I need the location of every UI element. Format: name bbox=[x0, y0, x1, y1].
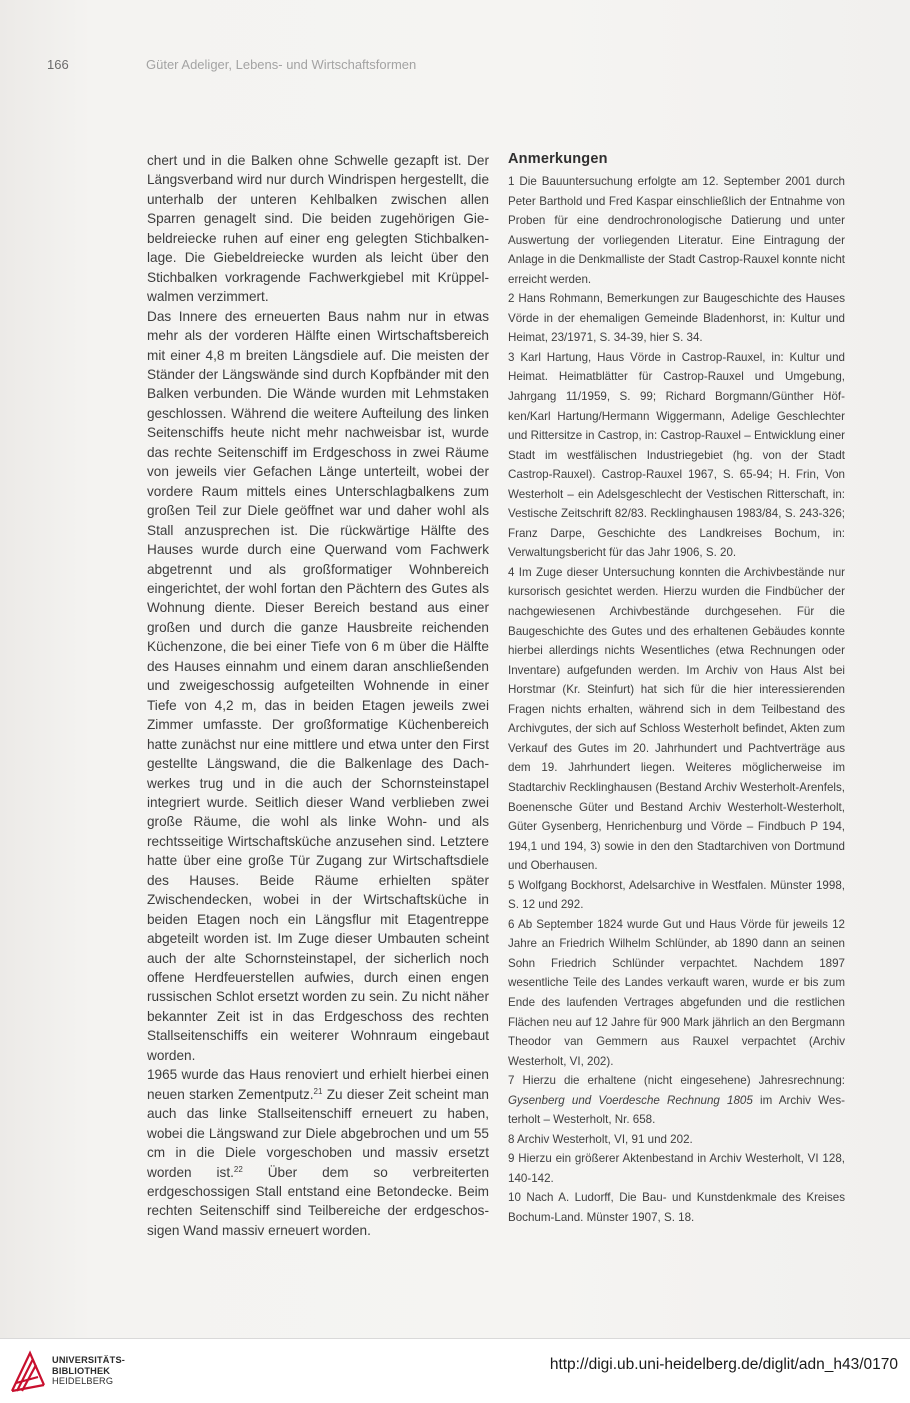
body-paragraph: chert und in die Balken ohne Schwelle gezapft ist. Der Längsverband wird nur durch Windrispen hergestellt, die unterhalb der unteren Kehlbalken zwischen allen Sparren genagelt sind. Die beiden zugehörigen Giebeldreiecke ruhen auf einer eng gelegten Stichbalkenlage. Die Giebeldreiecke wurden als leicht über den Stichbalken vorkragende Fachwerkgiebel mit Krüppelwalmen verzimmert. bbox=[147, 153, 489, 305]
note-italic-title: Gysenberg und Voerdesche Rechnung 1805 bbox=[508, 1093, 753, 1107]
body-paragraph-segment: Über dem so verbreiterten erdgeschossigen Stall entstand eine Betondecke. Beim rechten Seitenschiff sind Teilbereiche der erdgeschossigen Wand massiv erneuert worden. bbox=[147, 1164, 490, 1238]
note-item: 3 Karl Hartung, Haus Vörde in Castrop-Rauxel, in: Kultur und Heimat. Heimatblätter für Castrop-Rauxel und Umgebung, Jahrgang 11/1959, S. 99; Richard Borgmann/Günther Höfken/Karl Hartung/Hermann Wiggermann, Adelige Geschlechter und Rittersitze in Castrop, in: Castrop-Rauxel – Entwicklung einer Stadt im westfälischen Industriegebiet (hg. von der Stadt Castrop-Rauxel). Castrop-Rauxel 1967, S. 65-94; H. Frin, Von Westerholt – ein Adelsgeschlecht der Vestischen Ritterschaft, in: Vestische Zeitschrift 82/83. Recklinghausen 1983/84, S. 243-326; Franz Darpe, Geschichte des Landkreises Bochum, in: Verwaltungsbericht für das Jahr 1906, S. 20. bbox=[508, 350, 845, 560]
footnote-ref[interactable]: 22 bbox=[233, 1164, 243, 1174]
note-item: 8 Archiv Westerholt, VI, 91 und 202. bbox=[508, 1132, 693, 1146]
note-item: 4 Im Zuge dieser Untersuchung konnten die Archivbestände nur kursorisch gesichtet werden. Hierzu wurden die Findbücher der nachgewiesenen Archivbestände durchgesehen. Für die Baugeschichte des Gutes und des erhaltenen Gebäudes konnte hierbei allerdings nichts Wesentliches (etwa Rechnungen oder Inventare) aufgefunden werden. Im Archiv von Haus Alst bei Horstmar (Kr. Steinfurt) hat sich für die hier interessierenden Fragen nichts erhalten, während sich in dem Teilbestand des Archivgutes, der sich auf Schloss Westerholt befindet, Akten zum Verkauf des Gutes im 20. Jahrhundert und Pachtverträge aus dem 19. Jahrhundert liegen. Weiteres möglicherweise im Stadtarchiv Recklinghausen (Bestand Archiv Westerholt-Arenfels, Boenensche Güter und Bestand Archiv Westerholt-Westerholt, Güter Gysenberg, Henrichenburg und Vörde – Findbuch P 194, 194,1 und 194, 3) sowie in den den Stadtarchiven von Dortmund und Oberhausen. bbox=[508, 565, 845, 873]
notes-heading: Anmerkungen bbox=[508, 151, 608, 167]
library-name-line: BIBLIOTHEK bbox=[52, 1365, 111, 1376]
library-name-line: UNIVERSITÄTS- bbox=[52, 1355, 126, 1365]
note-text: im Archiv Westerholt – Westerholt, Nr. 658. bbox=[508, 1093, 845, 1127]
running-head bbox=[47, 57, 647, 72]
note-item: 10 Nach A. Ludorff, Die Bau- und Kunstdenkmale des Kreises Bochum-Land. Münster 1907, S. 18. bbox=[508, 1191, 845, 1224]
note-item: 2 Hans Rohmann, Bemerkungen zur Baugeschichte des Hauses Vörde in der ehemaligen Gemeinde Bladenhorst, in: Kultur und Heimat, 23/1971, S. 34-39, hier S. 34. bbox=[508, 292, 845, 345]
body-paragraph bbox=[147, 1065, 489, 1240]
notes-list bbox=[508, 172, 845, 1228]
notes-column bbox=[508, 149, 845, 1228]
note-text: 7 Hierzu die erhaltene (nicht eingesehene) Jahresrechnung: bbox=[508, 1074, 845, 1088]
body-paragraph: Das Innere des erneuerten Baus nahm nur in etwas mehr als der vorderen Hälfte einen Wirtschaftsbereich mit einer 4,8 m breiten Längsdiele auf. Die meisten der Ständer der Längswände sind durch Kopfbänder mit den Balken verbunden. Die Wände wurden mit Lehmstaken geschlossen. Während die weitere Aufteilung des linken Seitenschiffs heute nicht mehr nachweisbar ist, wurde das rechte Seitenschiff im Erdgeschoss in zwei Räume von jeweils vier Gefachen Länge unterteilt, wobei der vordere Raum mittels eines Unterschlagbalkens zum großen Teil zur Diele geöffnet war und daher wohl als Stall anzusprechen ist. Die rückwärtige Hälfte des Hauses wurde durch eine Querwand vom Fachwerk abgetrennt und als großformatiger Wohnbereich eingerichtet, der wohl fortan den Pächtern des Gutes als Wohnung diente. Dieser Bereich bestand aus einer großen und durch die ganze Hausbreite reichenden Küchenzone, die bei einer Tiefe von 6 m über die Hälfte des Hauses einnahm und einem daran anschließenden und zweigeschossig aufgeteilten Wohnende in einer Tiefe von 4,2 m, das in beiden Etagen jeweils zwei Zimmer umfasste. Der großformatige Küchenbereich hatte zunächst nur eine mittlere und etwa unter den First gestellte Längswand, die die Balkenlage des Dachwerkes trug und in die auch der Schornsteinstapel integriert wurde. Seitlich dieser Wand verblieben zwei große Räume, die wohl als linke Wohn- und als rechtsseitige Wirtschaftsküche anzusehen sind. Letztere hatte über eine große Tür Zugang zur Wirtschaftsdiele des Hauses. Beide Räume erhielten später Zwischendecken, wobei in der Wirtschaftsküche in beiden Etagen noch ein Längsflur mit Etagentreppe abgeteilt worden ist. Im Zuge dieser Umbauten scheint auch der alte Schornsteinstapel, der sicherlich noch offene Herdfeuerstellen aufwies, durch einen engen russischen Schlot ersetzt worden zu sein. Zu nicht näher bekannter Zeit ist in das Erdgeschoss des rechten Stallseitenschiffs ein weiterer Wohnraum eingebaut worden. bbox=[147, 308, 489, 1063]
library-name bbox=[52, 1355, 125, 1387]
page-number: 166 bbox=[47, 57, 69, 72]
body-paragraph-segment: Zu dieser Zeit scheint man auch das linke Stallseitenschiff erneuert zu haben, wobei die Längswand zur Diele abgebrochen und um 55 cm in die Diele vorgeschoben und massiv ersetzt worden ist. bbox=[147, 1086, 489, 1180]
note-item: 9 Hierzu ein größerer Aktenbestand in Archiv Westerholt, VI 128, 140-142. bbox=[508, 1152, 845, 1185]
body-paragraph-segment: 1965 wurde das Haus renoviert und erhielt hierbei einen neuen starken Zementputz. bbox=[147, 1067, 489, 1102]
source-url-link[interactable]: http://digi.ub.uni-heidelberg.de/diglit/adn_h43/0170 bbox=[549, 1356, 898, 1373]
note-item: 5 Wolfgang Bockhorst, Adelsarchive in Westfalen. Münster 1998, S. 12 und 292. bbox=[508, 878, 845, 912]
footnote-ref[interactable]: 21 bbox=[313, 1086, 323, 1096]
running-title: Güter Adeliger, Lebens- und Wirtschaftsformen bbox=[146, 57, 417, 72]
note-item: 1 Die Bauuntersuchung erfolgte am 12. September 2001 durch Peter Barthold und Fred Kaspar einschließlich der Entnahme von Proben für eine dendrochronologische Datierung und unter Auswertung der vorliegenden Literatur. Eine Eintragung der Anlage in die Denkmalliste der Stadt Castrop-Rauxel konnte nicht erreicht werden. bbox=[508, 175, 845, 286]
ub-heidelberg-logo-icon[interactable] bbox=[8, 1347, 48, 1395]
note-item bbox=[508, 1071, 845, 1130]
digitization-footer bbox=[0, 1338, 910, 1403]
main-text-column bbox=[147, 151, 489, 1240]
note-item: 6 Ab September 1824 wurde Gut und Haus Vörde für jeweils 12 Jahre an Friedrich Wilhelm Schlünder, ab 1890 dann an seinen Sohn Friedrich Schlünder verpachtet. Nachdem 1897 wesentliche Teile des Landes verkauft waren, wurde er bis zum Ende des laufenden Vertrages abgefunden und die restlichen Flächen neu auf 12 Jahre für 900 Mark jährlich an den Bergmann Theodor van Gemmern aus Rauxel verpachtet (Archiv Westerholt, VI, 202). bbox=[508, 917, 845, 1068]
library-name-line: HEIDELBERG bbox=[52, 1376, 114, 1386]
